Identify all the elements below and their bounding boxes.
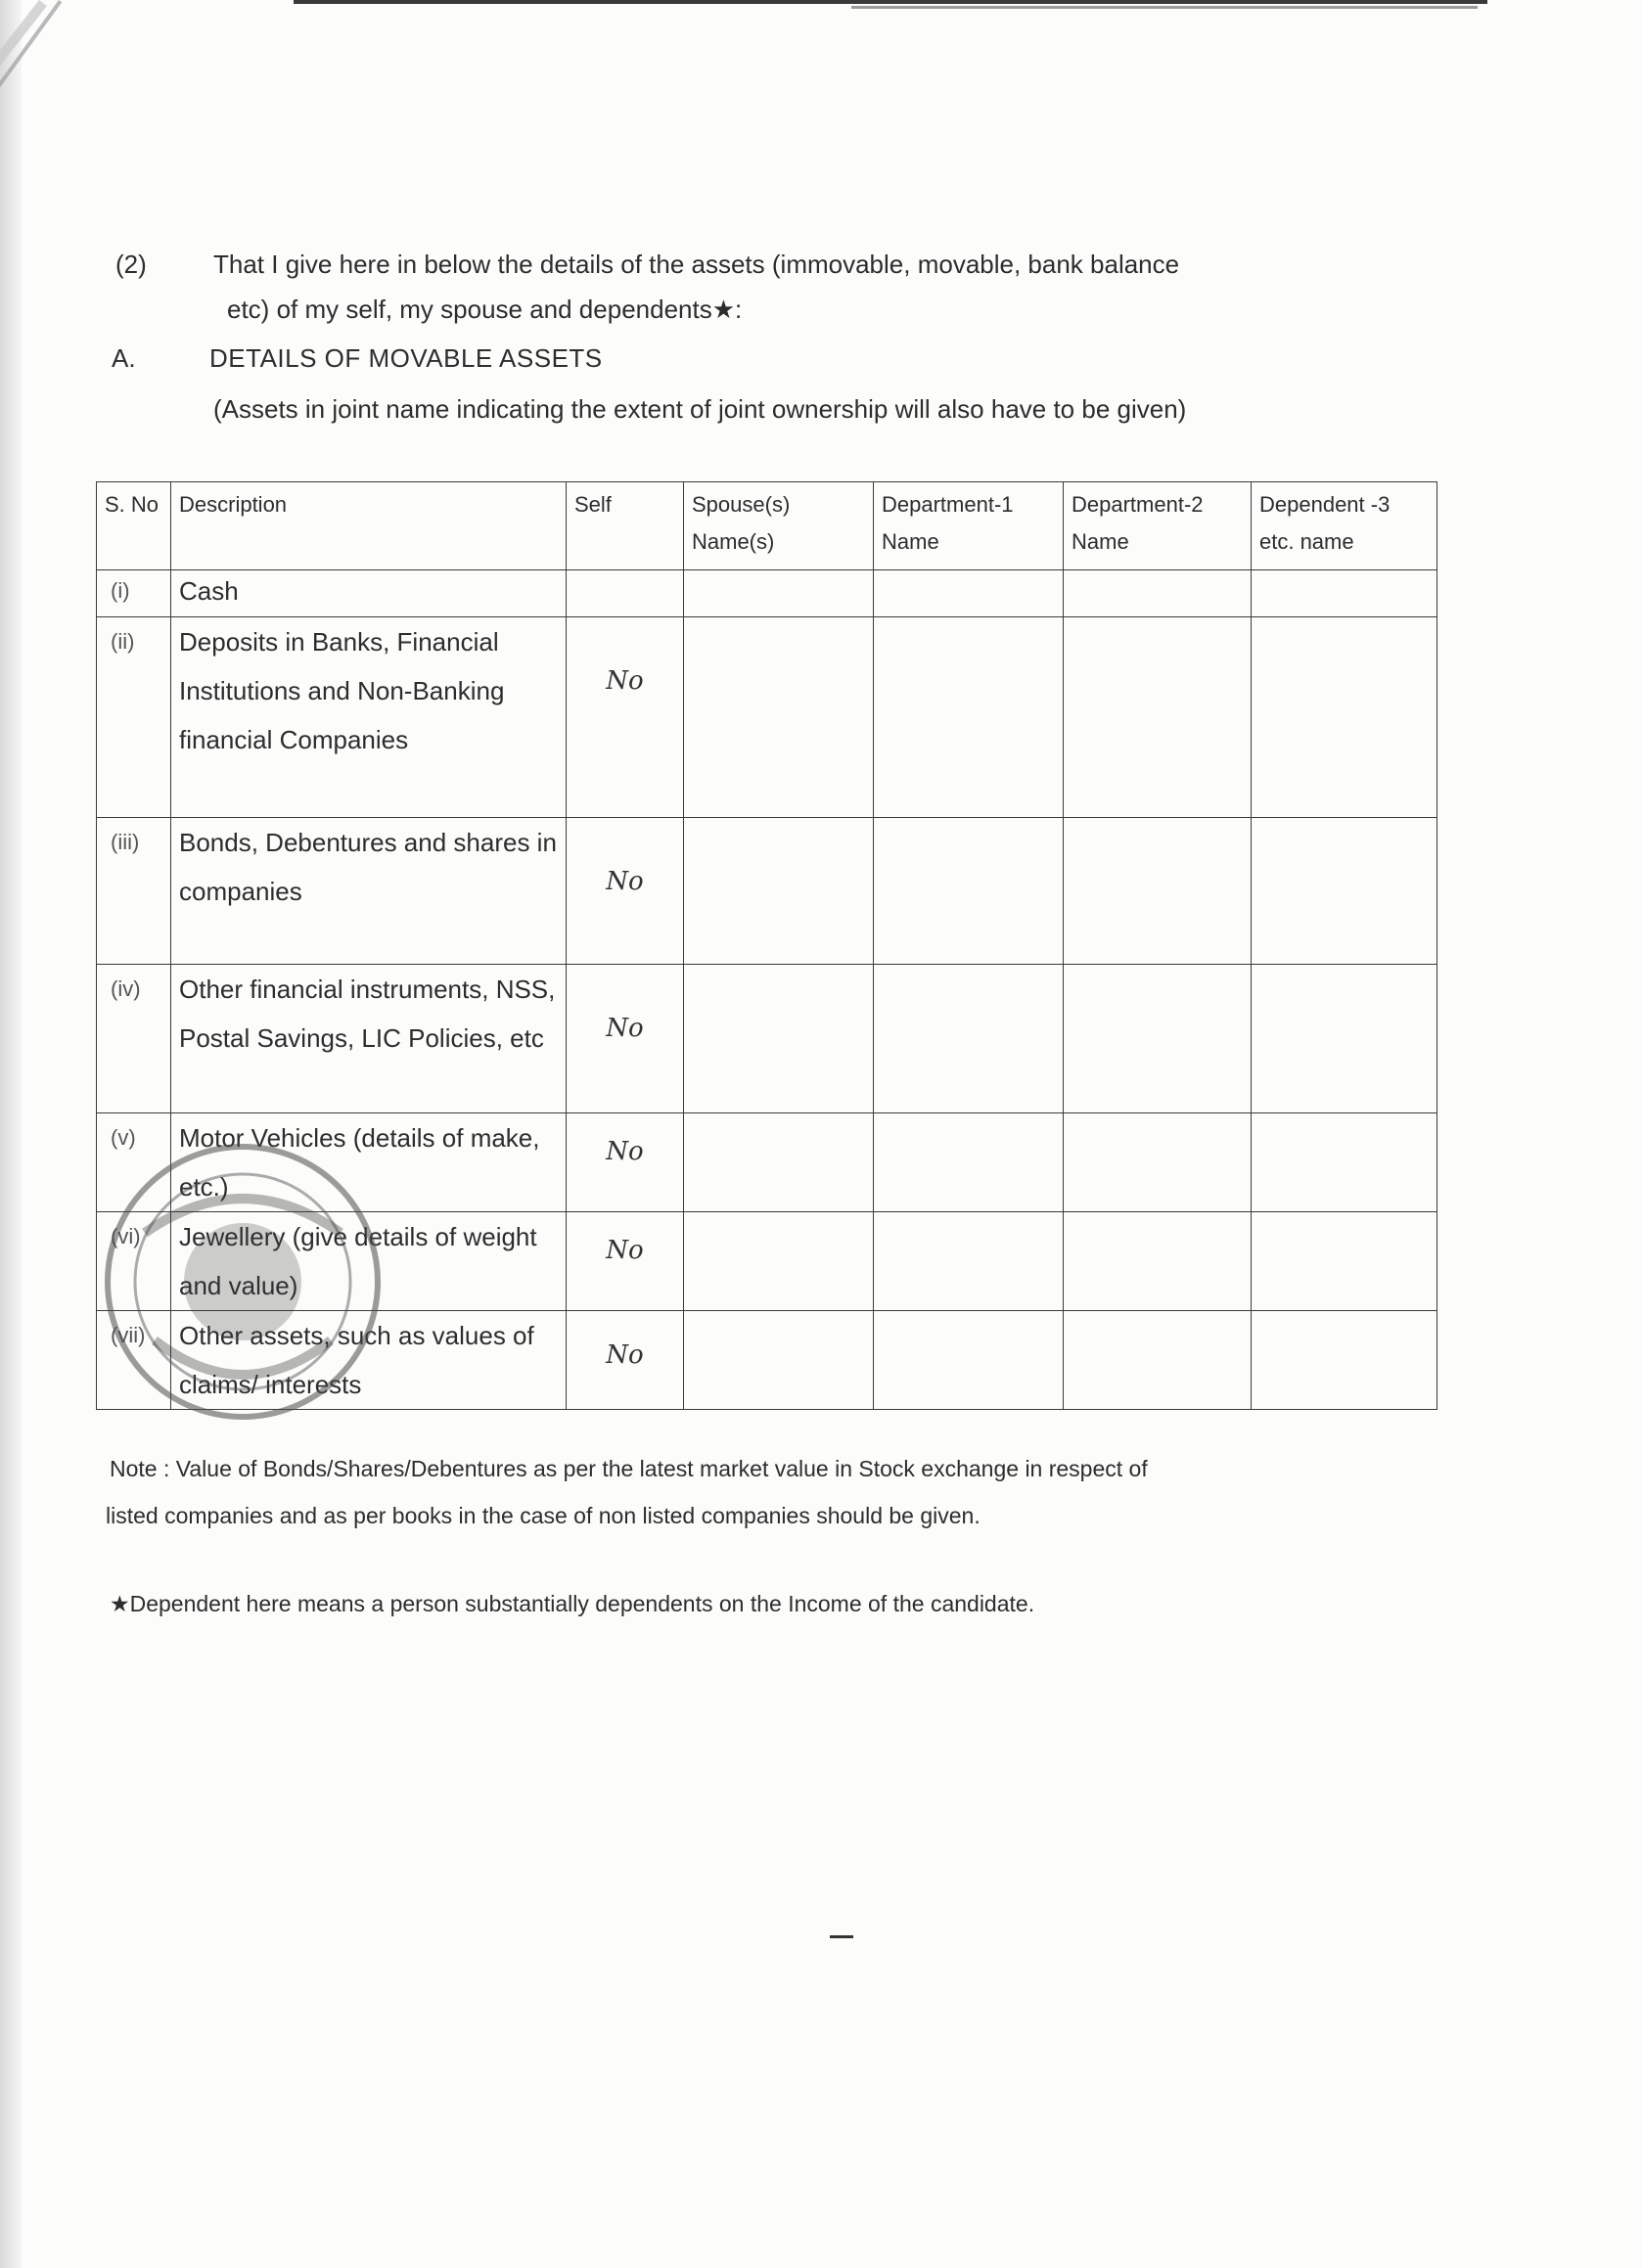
table-row	[97, 570, 1437, 617]
row-description: Motor Vehicles (details of make, etc.)	[171, 1113, 567, 1212]
intro-line-1: That I give here in below the details of the assets (immovable, movable, bank balance	[213, 249, 1180, 279]
scan-edge-top	[294, 0, 1487, 4]
table-header-row	[97, 482, 1437, 570]
header-description: Description	[171, 482, 567, 570]
row-spouse-value	[684, 965, 874, 1113]
row-sno: (iv)	[97, 965, 171, 1113]
row-dependent-3-value	[1252, 818, 1437, 965]
row-spouse-value	[684, 570, 874, 617]
row-spouse-value	[684, 617, 874, 818]
note-line-1: Note : Value of Bonds/Shares/Debentures as per the latest market value in Stock exchange in respect of	[110, 1456, 1148, 1481]
table-row	[97, 965, 1437, 1113]
row-department-2-value	[1064, 818, 1252, 965]
row-description: Cash	[171, 570, 567, 617]
intro-number: (2)	[115, 249, 147, 279]
row-spouse-value	[684, 818, 874, 965]
row-department-1-value	[874, 818, 1064, 965]
header-department-2: Department-2 Name	[1064, 482, 1252, 570]
section-letter: A.	[112, 343, 136, 373]
row-department-2-value	[1064, 617, 1252, 818]
row-self-value: No	[567, 818, 684, 965]
row-self-value: No	[567, 1311, 684, 1410]
row-dependent-3-value	[1252, 1311, 1437, 1410]
row-spouse-value	[684, 1311, 874, 1410]
row-self-value: No	[567, 1212, 684, 1311]
row-self-value: No	[567, 617, 684, 818]
table-row	[97, 617, 1437, 818]
row-description: Other assets, such as values of claims/ interests	[171, 1311, 567, 1410]
row-sno: (vii)	[97, 1311, 171, 1410]
row-department-2-value	[1064, 965, 1252, 1113]
note-line-2: listed companies and as per books in the case of non listed companies should be given.	[106, 1503, 981, 1528]
scan-shadow-left	[0, 0, 22, 2268]
row-department-1-value	[874, 965, 1064, 1113]
row-dependent-3-value	[1252, 1212, 1437, 1311]
header-spouse: Spouse(s) Name(s)	[684, 482, 874, 570]
table-row	[97, 818, 1437, 965]
row-sno: (i)	[97, 570, 171, 617]
official-seal-stamp	[86, 1125, 399, 1438]
row-department-2-value	[1064, 1212, 1252, 1311]
row-dependent-3-value	[1252, 965, 1437, 1113]
row-department-1-value	[874, 1113, 1064, 1212]
row-dependent-3-value	[1252, 1113, 1437, 1212]
row-self-value: No	[567, 965, 684, 1113]
row-sno: (vi)	[97, 1212, 171, 1311]
row-sno: (iii)	[97, 818, 171, 965]
section-subtitle: (Assets in joint name indicating the extent of joint ownership will also have to be given)	[213, 394, 1187, 424]
scan-edge-top-secondary	[851, 6, 1478, 9]
row-description: Deposits in Banks, Financial Institutions and Non-Banking financial Companies	[171, 617, 567, 818]
header-department-1: Department-1 Name	[874, 482, 1064, 570]
row-description: Jewellery (give details of weight and value)	[171, 1212, 567, 1311]
dependent-definition-note: ★Dependent here means a person substantially dependents on the Income of the candidate.	[110, 1591, 1035, 1616]
row-sno: (v)	[97, 1113, 171, 1212]
page-dash-mark	[830, 1935, 853, 1938]
row-self-value	[567, 570, 684, 617]
row-self-value: No	[567, 1113, 684, 1212]
row-department-1-value	[874, 1311, 1064, 1410]
row-spouse-value	[684, 1212, 874, 1311]
row-dependent-3-value	[1252, 617, 1437, 818]
row-department-2-value	[1064, 1113, 1252, 1212]
row-department-1-value	[874, 570, 1064, 617]
header-dependent-3: Dependent -3 etc. name	[1252, 482, 1437, 570]
row-department-2-value	[1064, 570, 1252, 617]
row-sno: (ii)	[97, 617, 171, 818]
row-spouse-value	[684, 1113, 874, 1212]
row-dependent-3-value	[1252, 570, 1437, 617]
row-description: Bonds, Debentures and shares in companies	[171, 818, 567, 965]
row-description: Other financial instruments, NSS, Postal Savings, LIC Policies, etc	[171, 965, 567, 1113]
row-department-1-value	[874, 1212, 1064, 1311]
row-department-1-value	[874, 617, 1064, 818]
intro-line-2: etc) of my self, my spouse and dependents★:	[227, 295, 743, 324]
header-sno: S. No	[97, 482, 171, 570]
header-self: Self	[567, 482, 684, 570]
row-department-2-value	[1064, 1311, 1252, 1410]
section-title: DETAILS OF MOVABLE ASSETS	[209, 343, 603, 373]
